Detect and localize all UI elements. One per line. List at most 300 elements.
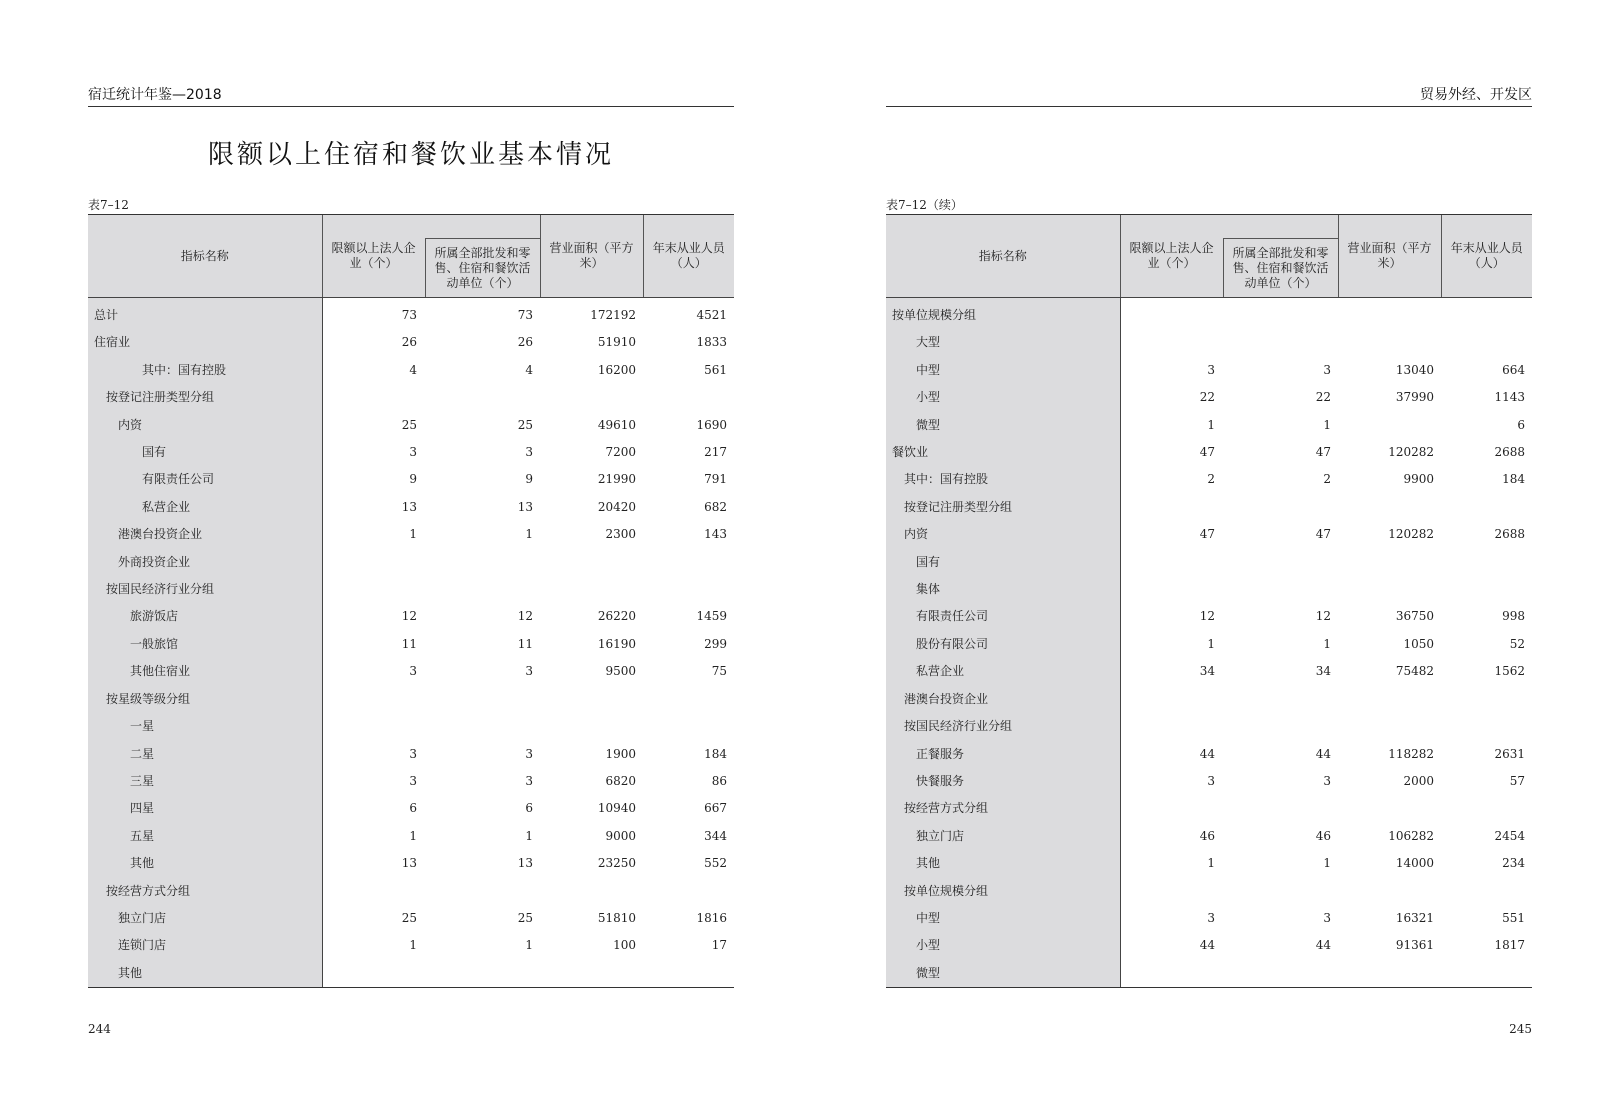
table-row <box>886 741 1532 768</box>
row-label: 住宿业 <box>88 329 322 356</box>
cell-v1 <box>322 713 424 740</box>
row-label: 港澳台投资企业 <box>88 521 322 548</box>
cell-v1 <box>1120 960 1222 988</box>
cell-v3: 100 <box>613 938 637 953</box>
row-label: 内资 <box>88 412 322 439</box>
header-staff: 年末从业人员（人） <box>1441 215 1532 298</box>
cell-v4: 2631 <box>1494 746 1526 761</box>
cell-v2: 13 <box>517 856 534 871</box>
table-row <box>88 932 734 959</box>
header-enterprises-group <box>322 215 540 298</box>
data-table-left <box>88 214 734 988</box>
table-row <box>88 713 734 740</box>
cell-v3 <box>1338 329 1441 356</box>
cell-v1: 3 <box>1207 773 1215 788</box>
cell-v1: 22 <box>1199 390 1215 405</box>
cell-v3 <box>540 960 643 988</box>
row-label: 快餐服务 <box>886 768 1120 795</box>
cell-v4: 791 <box>704 472 728 487</box>
cell-v3: 75482 <box>1395 664 1435 679</box>
cell-v4: 561 <box>704 362 728 377</box>
cell-v4: 1562 <box>1494 664 1526 679</box>
cell-v1: 1 <box>1207 417 1215 432</box>
cell-v3: 2000 <box>1403 773 1435 788</box>
table-row <box>886 768 1532 795</box>
cell-v3 <box>1338 298 1441 330</box>
cell-v4: 1816 <box>696 910 728 925</box>
cell-v2 <box>424 960 540 988</box>
cell-v3 <box>540 686 643 713</box>
cell-v3: 16321 <box>1395 910 1435 925</box>
cell-v4: 217 <box>704 445 728 460</box>
row-label: 有限责任公司 <box>886 603 1120 630</box>
data-table-right <box>886 214 1532 988</box>
table-row <box>88 658 734 685</box>
cell-v4: 52 <box>1509 636 1526 651</box>
cell-v3: 1050 <box>1403 636 1435 651</box>
page-number: 244 <box>88 1022 111 1036</box>
cell-v2 <box>424 878 540 905</box>
cell-v2: 3 <box>525 746 534 761</box>
row-label: 独立门店 <box>88 905 322 932</box>
row-label: 其他住宿业 <box>88 658 322 685</box>
cell-v2 <box>1222 494 1338 521</box>
cell-v1: 44 <box>1199 746 1215 761</box>
cell-v3: 51910 <box>597 335 637 350</box>
cell-v1: 34 <box>1199 664 1215 679</box>
cell-v4: 344 <box>704 828 728 843</box>
cell-v3 <box>1338 576 1441 603</box>
cell-v4: 17 <box>711 938 728 953</box>
page-number: 245 <box>1509 1022 1532 1036</box>
cell-v3 <box>1338 494 1441 521</box>
table-row <box>886 494 1532 521</box>
cell-v2: 1 <box>1323 417 1332 432</box>
row-label: 独立门店 <box>886 823 1120 850</box>
table-row <box>88 795 734 822</box>
cell-v4 <box>1441 549 1532 576</box>
cell-v1: 3 <box>1207 362 1215 377</box>
header-area: 营业面积（平方米） <box>1338 215 1441 298</box>
table-label: 表7–12（续） <box>886 198 963 212</box>
cell-v1: 3 <box>409 773 417 788</box>
cell-v1: 12 <box>401 609 417 624</box>
row-label: 外商投资企业 <box>88 549 322 576</box>
cell-v4: 2454 <box>1494 828 1526 843</box>
cell-v1: 1 <box>409 938 417 953</box>
table-row <box>886 298 1532 330</box>
row-label: 按单位规模分组 <box>886 298 1120 330</box>
cell-v1: 2 <box>1207 472 1215 487</box>
row-label: 按国民经济行业分组 <box>88 576 322 603</box>
row-label: 小型 <box>886 932 1120 959</box>
cell-v1 <box>1120 795 1222 822</box>
cell-v2: 73 <box>517 308 534 322</box>
cell-v4: 1833 <box>696 335 728 350</box>
cell-v4: 143 <box>704 527 728 542</box>
cell-v2: 12 <box>1315 609 1332 624</box>
cell-v1: 9 <box>409 472 417 487</box>
cell-v1: 3 <box>409 746 417 761</box>
table-row <box>88 603 734 630</box>
row-label: 连锁门店 <box>88 932 322 959</box>
cell-v1 <box>1120 576 1222 603</box>
cell-v2: 47 <box>1315 527 1332 542</box>
cell-v4: 1143 <box>1494 390 1526 405</box>
cell-v4 <box>643 686 734 713</box>
cell-v3: 9500 <box>605 664 637 679</box>
table-row <box>88 960 734 988</box>
cell-v4: 664 <box>1502 362 1526 377</box>
cell-v1: 3 <box>409 445 417 460</box>
table-row <box>88 357 734 384</box>
cell-v3: 9900 <box>1403 472 1435 487</box>
cell-v2 <box>424 384 540 411</box>
cell-v4: 86 <box>711 773 728 788</box>
cell-v1: 4 <box>409 362 417 377</box>
table-row <box>88 850 734 877</box>
cell-v3: 6820 <box>605 773 637 788</box>
cell-v1 <box>1120 494 1222 521</box>
table-row <box>88 686 734 713</box>
cell-v4: 551 <box>1502 910 1526 925</box>
row-label: 其他 <box>88 960 322 988</box>
row-label: 二星 <box>88 741 322 768</box>
cell-v4: 75 <box>711 664 728 679</box>
cell-v1: 25 <box>401 417 417 432</box>
table-row <box>88 521 734 548</box>
cell-v1: 1 <box>1207 856 1215 871</box>
row-label: 内资 <box>886 521 1120 548</box>
cell-v2: 4 <box>525 362 534 377</box>
header-enterprises-group <box>1120 215 1338 298</box>
cell-v4: 6 <box>1517 417 1526 432</box>
cell-v3: 14000 <box>1395 856 1435 871</box>
cell-v2 <box>1222 576 1338 603</box>
cell-v4: 2688 <box>1494 527 1526 542</box>
cell-v2: 12 <box>517 609 534 624</box>
cell-v1 <box>322 576 424 603</box>
cell-v3: 120282 <box>1388 527 1435 542</box>
running-head: 贸易外经、开发区 <box>886 84 1532 107</box>
cell-v2: 6 <box>525 801 534 816</box>
cell-v3: 120282 <box>1388 445 1435 460</box>
cell-v4 <box>1441 686 1532 713</box>
cell-v1 <box>1120 298 1222 330</box>
cell-v4: 667 <box>704 801 728 816</box>
row-label: 五星 <box>88 823 322 850</box>
cell-v4: 1459 <box>696 609 728 624</box>
table-row <box>88 549 734 576</box>
cell-v4: 57 <box>1509 773 1526 788</box>
cell-v2: 1 <box>525 527 534 542</box>
cell-v1: 26 <box>401 335 417 350</box>
cell-v2: 3 <box>1323 910 1332 925</box>
cell-v4 <box>643 960 734 988</box>
cell-v1 <box>1120 549 1222 576</box>
row-label: 总计 <box>88 298 322 330</box>
cell-v1 <box>1120 878 1222 905</box>
header-indicator-name: 指标名称 <box>886 215 1120 298</box>
cell-v3: 16190 <box>597 636 637 651</box>
cell-v1 <box>1120 329 1222 356</box>
cell-v2 <box>1222 795 1338 822</box>
cell-v2: 11 <box>517 636 534 651</box>
cell-v1: 73 <box>401 308 417 322</box>
row-label: 微型 <box>886 412 1120 439</box>
table-row <box>886 631 1532 658</box>
cell-v2: 3 <box>1323 362 1332 377</box>
cell-v3: 37990 <box>1395 390 1435 405</box>
row-label: 港澳台投资企业 <box>886 686 1120 713</box>
header-indicator-name: 指标名称 <box>88 215 322 298</box>
cell-v4: 998 <box>1502 609 1526 624</box>
cell-v2: 3 <box>525 773 534 788</box>
cell-v4 <box>1441 494 1532 521</box>
cell-v3: 51810 <box>597 910 637 925</box>
cell-v2 <box>424 576 540 603</box>
table-row <box>886 357 1532 384</box>
row-label: 中型 <box>886 905 1120 932</box>
cell-v2: 3 <box>525 445 534 460</box>
cell-v3 <box>540 384 643 411</box>
table-row <box>886 713 1532 740</box>
cell-v4 <box>643 576 734 603</box>
table-row <box>88 905 734 932</box>
table-body <box>886 298 1532 988</box>
right-page <box>886 0 1532 1099</box>
cell-v4: 682 <box>704 499 728 514</box>
row-label: 一般旅馆 <box>88 631 322 658</box>
running-head: 宿迁统计年鉴—2018 <box>88 84 734 107</box>
table-row <box>88 631 734 658</box>
cell-v3: 91361 <box>1395 938 1435 953</box>
cell-v2: 1 <box>1323 856 1332 871</box>
header-units: 所属全部批发和零售、住宿和餐饮活动单位（个） <box>1223 238 1338 297</box>
cell-v1 <box>322 878 424 905</box>
table-row <box>886 412 1532 439</box>
row-label: 集体 <box>886 576 1120 603</box>
cell-v2: 1 <box>1323 636 1332 651</box>
cell-v1: 12 <box>1199 609 1215 624</box>
cell-v3 <box>1338 795 1441 822</box>
cell-v4 <box>1441 713 1532 740</box>
cell-v1: 1 <box>409 828 417 843</box>
table-row <box>886 905 1532 932</box>
cell-v1: 3 <box>1207 910 1215 925</box>
cell-v2 <box>1222 686 1338 713</box>
header-area: 营业面积（平方米） <box>540 215 643 298</box>
cell-v4 <box>643 713 734 740</box>
cell-v2 <box>1222 878 1338 905</box>
cell-v3: 13040 <box>1395 362 1435 377</box>
table-row <box>88 298 734 330</box>
cell-v1: 13 <box>401 499 417 514</box>
cell-v3 <box>540 713 643 740</box>
cell-v2: 44 <box>1315 938 1332 953</box>
cell-v2: 26 <box>517 335 534 350</box>
cell-v4: 234 <box>1502 856 1526 871</box>
cell-v1: 1 <box>1207 636 1215 651</box>
cell-v4 <box>1441 878 1532 905</box>
cell-v4 <box>1441 576 1532 603</box>
row-label: 其他 <box>88 850 322 877</box>
row-label: 按登记注册类型分组 <box>886 494 1120 521</box>
table-row <box>886 549 1532 576</box>
header-units: 所属全部批发和零售、住宿和餐饮活动单位（个） <box>425 238 540 297</box>
cell-v4 <box>643 384 734 411</box>
cell-v2 <box>1222 713 1338 740</box>
cell-v2: 22 <box>1315 390 1332 405</box>
cell-v1 <box>322 384 424 411</box>
table-row <box>88 439 734 466</box>
cell-v2: 25 <box>517 910 534 925</box>
table-row <box>88 741 734 768</box>
cell-v3: 172192 <box>590 308 637 322</box>
row-label: 按经营方式分组 <box>886 795 1120 822</box>
cell-v2: 3 <box>1323 773 1332 788</box>
cell-v3 <box>540 576 643 603</box>
cell-v3 <box>540 549 643 576</box>
cell-v2: 46 <box>1315 828 1332 843</box>
cell-v4: 1690 <box>696 417 728 432</box>
cell-v3: 23250 <box>597 856 637 871</box>
header-enterprises: 限额以上法人企业（个） <box>331 241 416 270</box>
cell-v1 <box>1120 713 1222 740</box>
cell-v3: 9000 <box>605 828 637 843</box>
cell-v2: 34 <box>1315 664 1332 679</box>
table-row <box>88 384 734 411</box>
cell-v4: 184 <box>1502 472 1526 487</box>
cell-v3 <box>1338 878 1441 905</box>
row-label: 按单位规模分组 <box>886 878 1120 905</box>
cell-v1 <box>322 960 424 988</box>
table-row <box>886 603 1532 630</box>
cell-v4 <box>1441 795 1532 822</box>
row-label: 按国民经济行业分组 <box>886 713 1120 740</box>
cell-v2: 25 <box>517 417 534 432</box>
table-row <box>886 384 1532 411</box>
row-label: 四星 <box>88 795 322 822</box>
row-label: 中型 <box>886 357 1120 384</box>
cell-v1: 1 <box>409 527 417 542</box>
cell-v2: 1 <box>525 828 534 843</box>
cell-v3: 16200 <box>597 362 637 377</box>
cell-v1: 47 <box>1199 445 1215 460</box>
header-enterprises: 限额以上法人企业（个） <box>1129 241 1214 270</box>
row-label: 国有 <box>88 439 322 466</box>
cell-v1: 25 <box>401 910 417 925</box>
cell-v2: 1 <box>525 938 534 953</box>
table-body <box>88 298 734 988</box>
cell-v3: 36750 <box>1395 609 1435 624</box>
cell-v2 <box>1222 960 1338 988</box>
row-label: 餐饮业 <box>886 439 1120 466</box>
row-label: 按经营方式分组 <box>88 878 322 905</box>
cell-v2 <box>1222 298 1338 330</box>
row-label: 大型 <box>886 329 1120 356</box>
cell-v4 <box>643 549 734 576</box>
table-row <box>886 932 1532 959</box>
cell-v4 <box>643 878 734 905</box>
table-row <box>886 960 1532 988</box>
cell-v2 <box>424 549 540 576</box>
row-label: 私营企业 <box>886 658 1120 685</box>
table-row <box>886 795 1532 822</box>
cell-v1 <box>322 549 424 576</box>
table-header-row <box>88 215 734 298</box>
cell-v3 <box>1338 549 1441 576</box>
cell-v2 <box>424 713 540 740</box>
cell-v3: 20420 <box>597 499 637 514</box>
row-label: 私营企业 <box>88 494 322 521</box>
cell-v3 <box>1338 960 1441 988</box>
cell-v2 <box>424 686 540 713</box>
cell-v2: 13 <box>517 499 534 514</box>
cell-v3 <box>540 878 643 905</box>
cell-v2: 47 <box>1315 445 1332 460</box>
row-label: 旅游饭店 <box>88 603 322 630</box>
table-row <box>88 412 734 439</box>
row-label: 三星 <box>88 768 322 795</box>
table-header-row <box>886 215 1532 298</box>
cell-v3: 10940 <box>597 801 637 816</box>
cell-v3 <box>1338 686 1441 713</box>
page-title: 限额以上住宿和餐饮业基本情况 <box>207 140 614 170</box>
table-row <box>886 466 1532 493</box>
cell-v4: 552 <box>704 856 728 871</box>
table-row <box>886 658 1532 685</box>
cell-v3 <box>1338 713 1441 740</box>
row-label: 正餐服务 <box>886 741 1120 768</box>
table-row <box>88 494 734 521</box>
cell-v3: 7200 <box>605 445 637 460</box>
cell-v1: 3 <box>409 664 417 679</box>
cell-v2: 2 <box>1323 472 1332 487</box>
cell-v3: 1900 <box>605 746 637 761</box>
cell-v2: 3 <box>525 664 534 679</box>
row-label: 其中：国有控股 <box>88 357 322 384</box>
table-row <box>88 576 734 603</box>
row-label: 有限责任公司 <box>88 466 322 493</box>
table-row <box>88 466 734 493</box>
cell-v1: 47 <box>1199 527 1215 542</box>
row-label: 按登记注册类型分组 <box>88 384 322 411</box>
cell-v2 <box>1222 549 1338 576</box>
row-label: 股份有限公司 <box>886 631 1120 658</box>
row-label: 其中：国有控股 <box>886 466 1120 493</box>
cell-v2: 44 <box>1315 746 1332 761</box>
table-row <box>886 850 1532 877</box>
table-row <box>88 878 734 905</box>
table-row <box>886 439 1532 466</box>
cell-v4 <box>1441 298 1532 330</box>
cell-v4: 4521 <box>696 308 728 322</box>
cell-v3: 26220 <box>597 609 637 624</box>
table-row <box>88 768 734 795</box>
cell-v1: 46 <box>1199 828 1215 843</box>
cell-v4: 1817 <box>1494 938 1526 953</box>
left-page <box>88 0 734 1099</box>
table-row <box>88 823 734 850</box>
cell-v1 <box>1120 686 1222 713</box>
cell-v3: 49610 <box>597 417 637 432</box>
cell-v3 <box>1338 412 1441 439</box>
row-label: 一星 <box>88 713 322 740</box>
cell-v3: 106282 <box>1388 828 1435 843</box>
row-label: 按星级等级分组 <box>88 686 322 713</box>
table-row <box>886 878 1532 905</box>
